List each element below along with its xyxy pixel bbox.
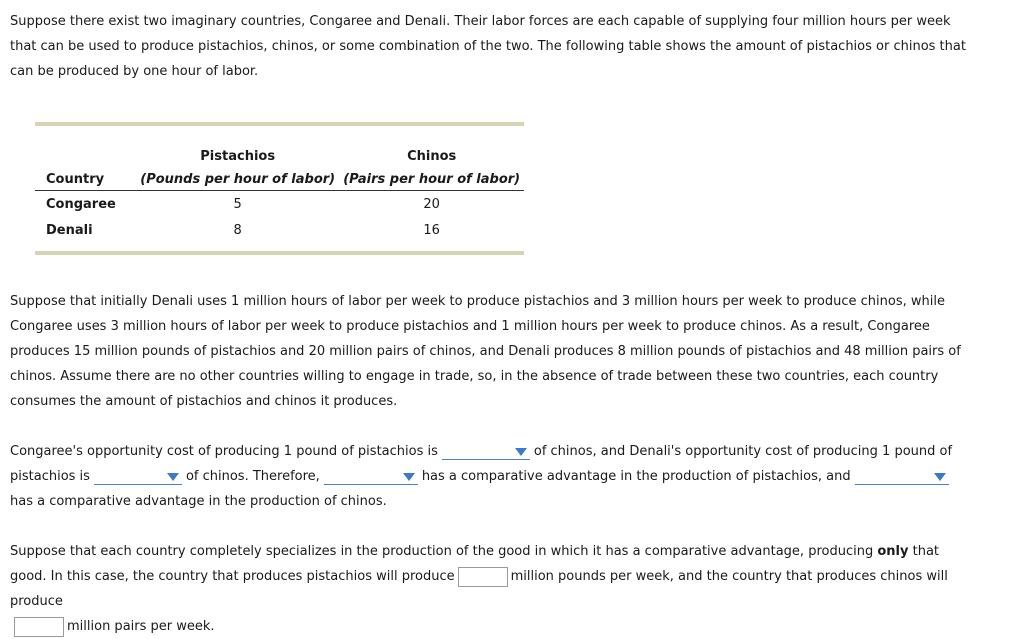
q1-text-4: has a comparative advantage in the production of pistachios, and	[421, 469, 851, 484]
header-chinos-units: (Pairs per hour of labor)	[343, 171, 521, 187]
table-row	[35, 217, 524, 243]
dropdown-arrow-icon	[934, 473, 946, 481]
scenario-paragraph: Suppose that initially Denali uses 1 million hours of labor per week to produce pistachios and 3 million hours per week to produce chinos, while Congaree uses 3 million hours of labor per week to produce pistachios and 1 million hours per week to produce chinos. As a result, Congaree produces 15 million pounds of pistachios and 20 million pairs of chinos, and Denali produces 8 million pounds of pistachios and 48 million pairs of chinos. Assume there are no other countries willing to engage in trade, so, in the absence of trade between these two countries, each country consumes the amount of pistachios and chinos it produces.	[10, 294, 961, 409]
question2-paragraph	[10, 539, 970, 639]
chinos-output-input[interactable]	[14, 617, 64, 637]
row-country: Congaree	[46, 196, 116, 212]
q1-text-2: of chinos, and Denali's opportunity cost of producing 1 pound of pistachios is	[10, 444, 953, 484]
header-pistachios: Pistachios	[200, 149, 276, 164]
congaree-opportunity-cost-dropdown[interactable]	[442, 443, 530, 460]
q1-text-5: has a comparative advantage in the production of chinos.	[10, 494, 387, 509]
row-chinos: 20	[423, 196, 440, 212]
production-table	[35, 122, 524, 255]
table-header-row	[35, 126, 524, 168]
row-chinos: 16	[423, 222, 440, 238]
q2-text-1: Suppose that each country completely specializes in the production of the good in which it has a comparative advantage, producing	[10, 544, 878, 559]
row-country: Denali	[46, 222, 93, 238]
question1-paragraph	[10, 439, 970, 514]
q2-bold-only: only	[877, 544, 909, 559]
header-country: Country	[46, 171, 105, 187]
pistachios-advantage-country-dropdown[interactable]	[324, 468, 418, 485]
header-pistachios-units: (Pounds per hour of labor)	[140, 171, 336, 187]
table-row	[35, 191, 524, 218]
pistachios-output-input[interactable]	[458, 567, 508, 587]
row-pistachios: 8	[233, 222, 242, 238]
q2-text-3: million pounds per week, and the country that produces chinos will produce	[10, 569, 948, 609]
chinos-advantage-country-dropdown[interactable]	[855, 468, 949, 485]
q2-text-4: million pairs per week.	[67, 619, 215, 634]
table-units-row	[35, 168, 524, 191]
q1-text-3: of chinos. Therefore,	[185, 469, 320, 484]
q1-text-1: Congaree's opportunity cost of producing 1 pound of pistachios is	[10, 444, 438, 459]
header-chinos: Chinos	[407, 149, 457, 164]
intro-paragraph: Suppose there exist two imaginary countries, Congaree and Denali. Their labor forces are each capable of supplying four million hours per week that can be used to produce pistachios, chinos, or some combination of the two. The following table shows the amount of pistachios or chinos that can be produced by one hour of labor.	[10, 14, 966, 79]
dropdown-arrow-icon	[403, 473, 415, 481]
denali-opportunity-cost-dropdown[interactable]	[94, 468, 182, 485]
row-pistachios: 5	[233, 196, 242, 212]
dropdown-arrow-icon	[515, 448, 527, 456]
table-bottom-rule	[35, 251, 524, 255]
q2-text-2: that good. In this case, the country that produces pistachios will produce	[10, 544, 940, 584]
dropdown-arrow-icon	[167, 473, 179, 481]
